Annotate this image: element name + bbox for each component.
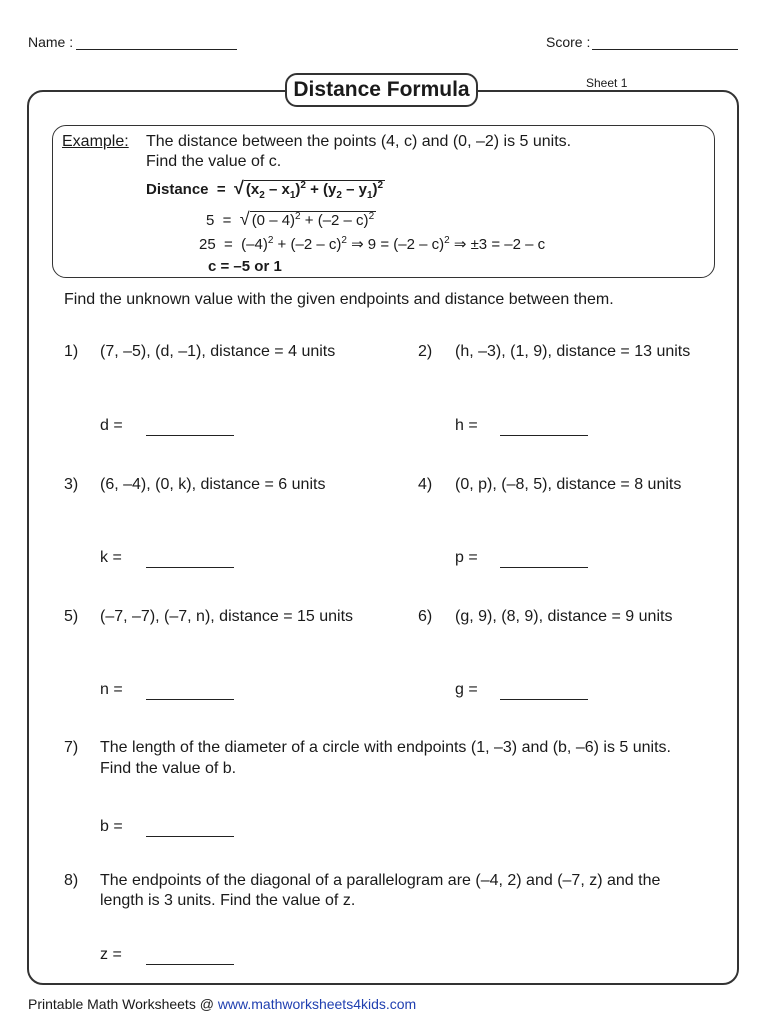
score-label: Score : — [546, 34, 591, 50]
question-number: 5) — [64, 608, 79, 625]
question-number: 7) — [64, 739, 79, 756]
equals-sign: = — [219, 236, 237, 253]
footer-prefix: Printable Math Worksheets @ — [28, 996, 218, 1012]
answer-line[interactable] — [146, 836, 234, 837]
answer-variable: h = — [455, 417, 478, 434]
instructions: Find the unknown value with the given endpoints and distance between them. — [64, 291, 614, 308]
question-number: 4) — [418, 476, 433, 493]
question-text: (g, 9), (8, 9), distance = 9 units — [455, 608, 673, 625]
eq3-part-c: ⇒ 9 = (–2 – c) — [346, 236, 445, 253]
score-field[interactable] — [592, 49, 738, 50]
answer-line[interactable] — [500, 699, 588, 700]
equation-row-2 — [206, 209, 376, 230]
name-field[interactable] — [76, 49, 237, 50]
formula-label: Distance — [146, 181, 209, 198]
equation-row-3: $25 = (-4)^2 + (-2 - c)^2$ ⇒ 9 = (–2 – c)$^2$ ⇒ ±3 = –2 – c — [199, 235, 546, 253]
answer-line[interactable] — [146, 699, 234, 700]
answer-line[interactable] — [146, 964, 234, 965]
example-answer: c = –5 or 1 — [208, 258, 282, 275]
question-text: (–7, –7), (–7, n), distance = 15 units — [100, 608, 354, 625]
question-number: 1) — [64, 343, 79, 360]
footer-link[interactable]: www.mathworksheets4kids.com — [217, 996, 417, 1012]
answer-variable: d = — [100, 417, 123, 434]
equation-lhs: 25 — [199, 236, 216, 253]
formula-row — [146, 178, 385, 201]
answer-line[interactable] — [146, 435, 234, 436]
question-text-line2: Find the value of b. — [100, 760, 237, 777]
name-label: Name : — [28, 34, 74, 50]
eq3-part-d: ⇒ ±3 = –2 – c — [449, 236, 546, 253]
answer-variable: g = — [455, 681, 478, 698]
answer-variable: b = — [100, 818, 123, 835]
question-text: (0, p), (–8, 5), distance = 8 units — [455, 476, 682, 493]
answer-line[interactable] — [500, 567, 588, 568]
formula-expression: $(x_2 - x_1)^2 + (y_2 - y_1)^2$ — [245, 180, 384, 201]
question-number: 6) — [418, 608, 433, 625]
question-text: (7, –5), (d, –1), distance = 4 units — [100, 343, 336, 360]
equals-sign: = — [218, 212, 236, 229]
answer-variable: k = — [100, 549, 122, 566]
sqrt-icon: √ — [233, 178, 244, 198]
question-text: The endpoints of the diagonal of a parallelogram are (–4, 2) and (–7, z) and the — [100, 872, 661, 889]
example-line2: Find the value of c. — [146, 153, 282, 170]
answer-line[interactable] — [500, 435, 588, 436]
footer — [28, 996, 416, 1012]
question-number: 8) — [64, 872, 79, 889]
answer-variable: p = — [455, 549, 478, 566]
title-box — [285, 73, 478, 107]
equation-expression: (0 – 4)$^2$ + (–2 – c)$^2$ — [251, 211, 375, 229]
answer-variable: n = — [100, 681, 123, 698]
sqrt-icon: √ — [239, 209, 250, 229]
page-title: Distance Formula — [293, 78, 470, 101]
question-number: 3) — [64, 476, 79, 493]
question-number: 2) — [418, 343, 433, 360]
question-text: The length of the diameter of a circle with endpoints (1, –3) and (b, –6) is 5 units. — [100, 739, 671, 756]
example-line1: The distance between the points (4, c) and (0, –2) is 5 units. — [146, 133, 572, 150]
example-label: Example: — [62, 133, 129, 150]
equals-sign: = — [212, 181, 230, 198]
eq3-part-a: (–4) — [241, 236, 268, 253]
question-text: (h, –3), (1, 9), distance = 13 units — [455, 343, 691, 360]
question-text-line2: length is 3 units. Find the value of z. — [100, 892, 356, 909]
equation-lhs: 5 — [206, 212, 215, 229]
answer-line[interactable] — [146, 567, 234, 568]
sheet-label: Sheet 1 — [586, 76, 628, 90]
question-text: (6, –4), (0, k), distance = 6 units — [100, 476, 326, 493]
eq3-part-b: + (–2 – c) — [273, 236, 342, 253]
answer-variable: z = — [100, 946, 122, 963]
